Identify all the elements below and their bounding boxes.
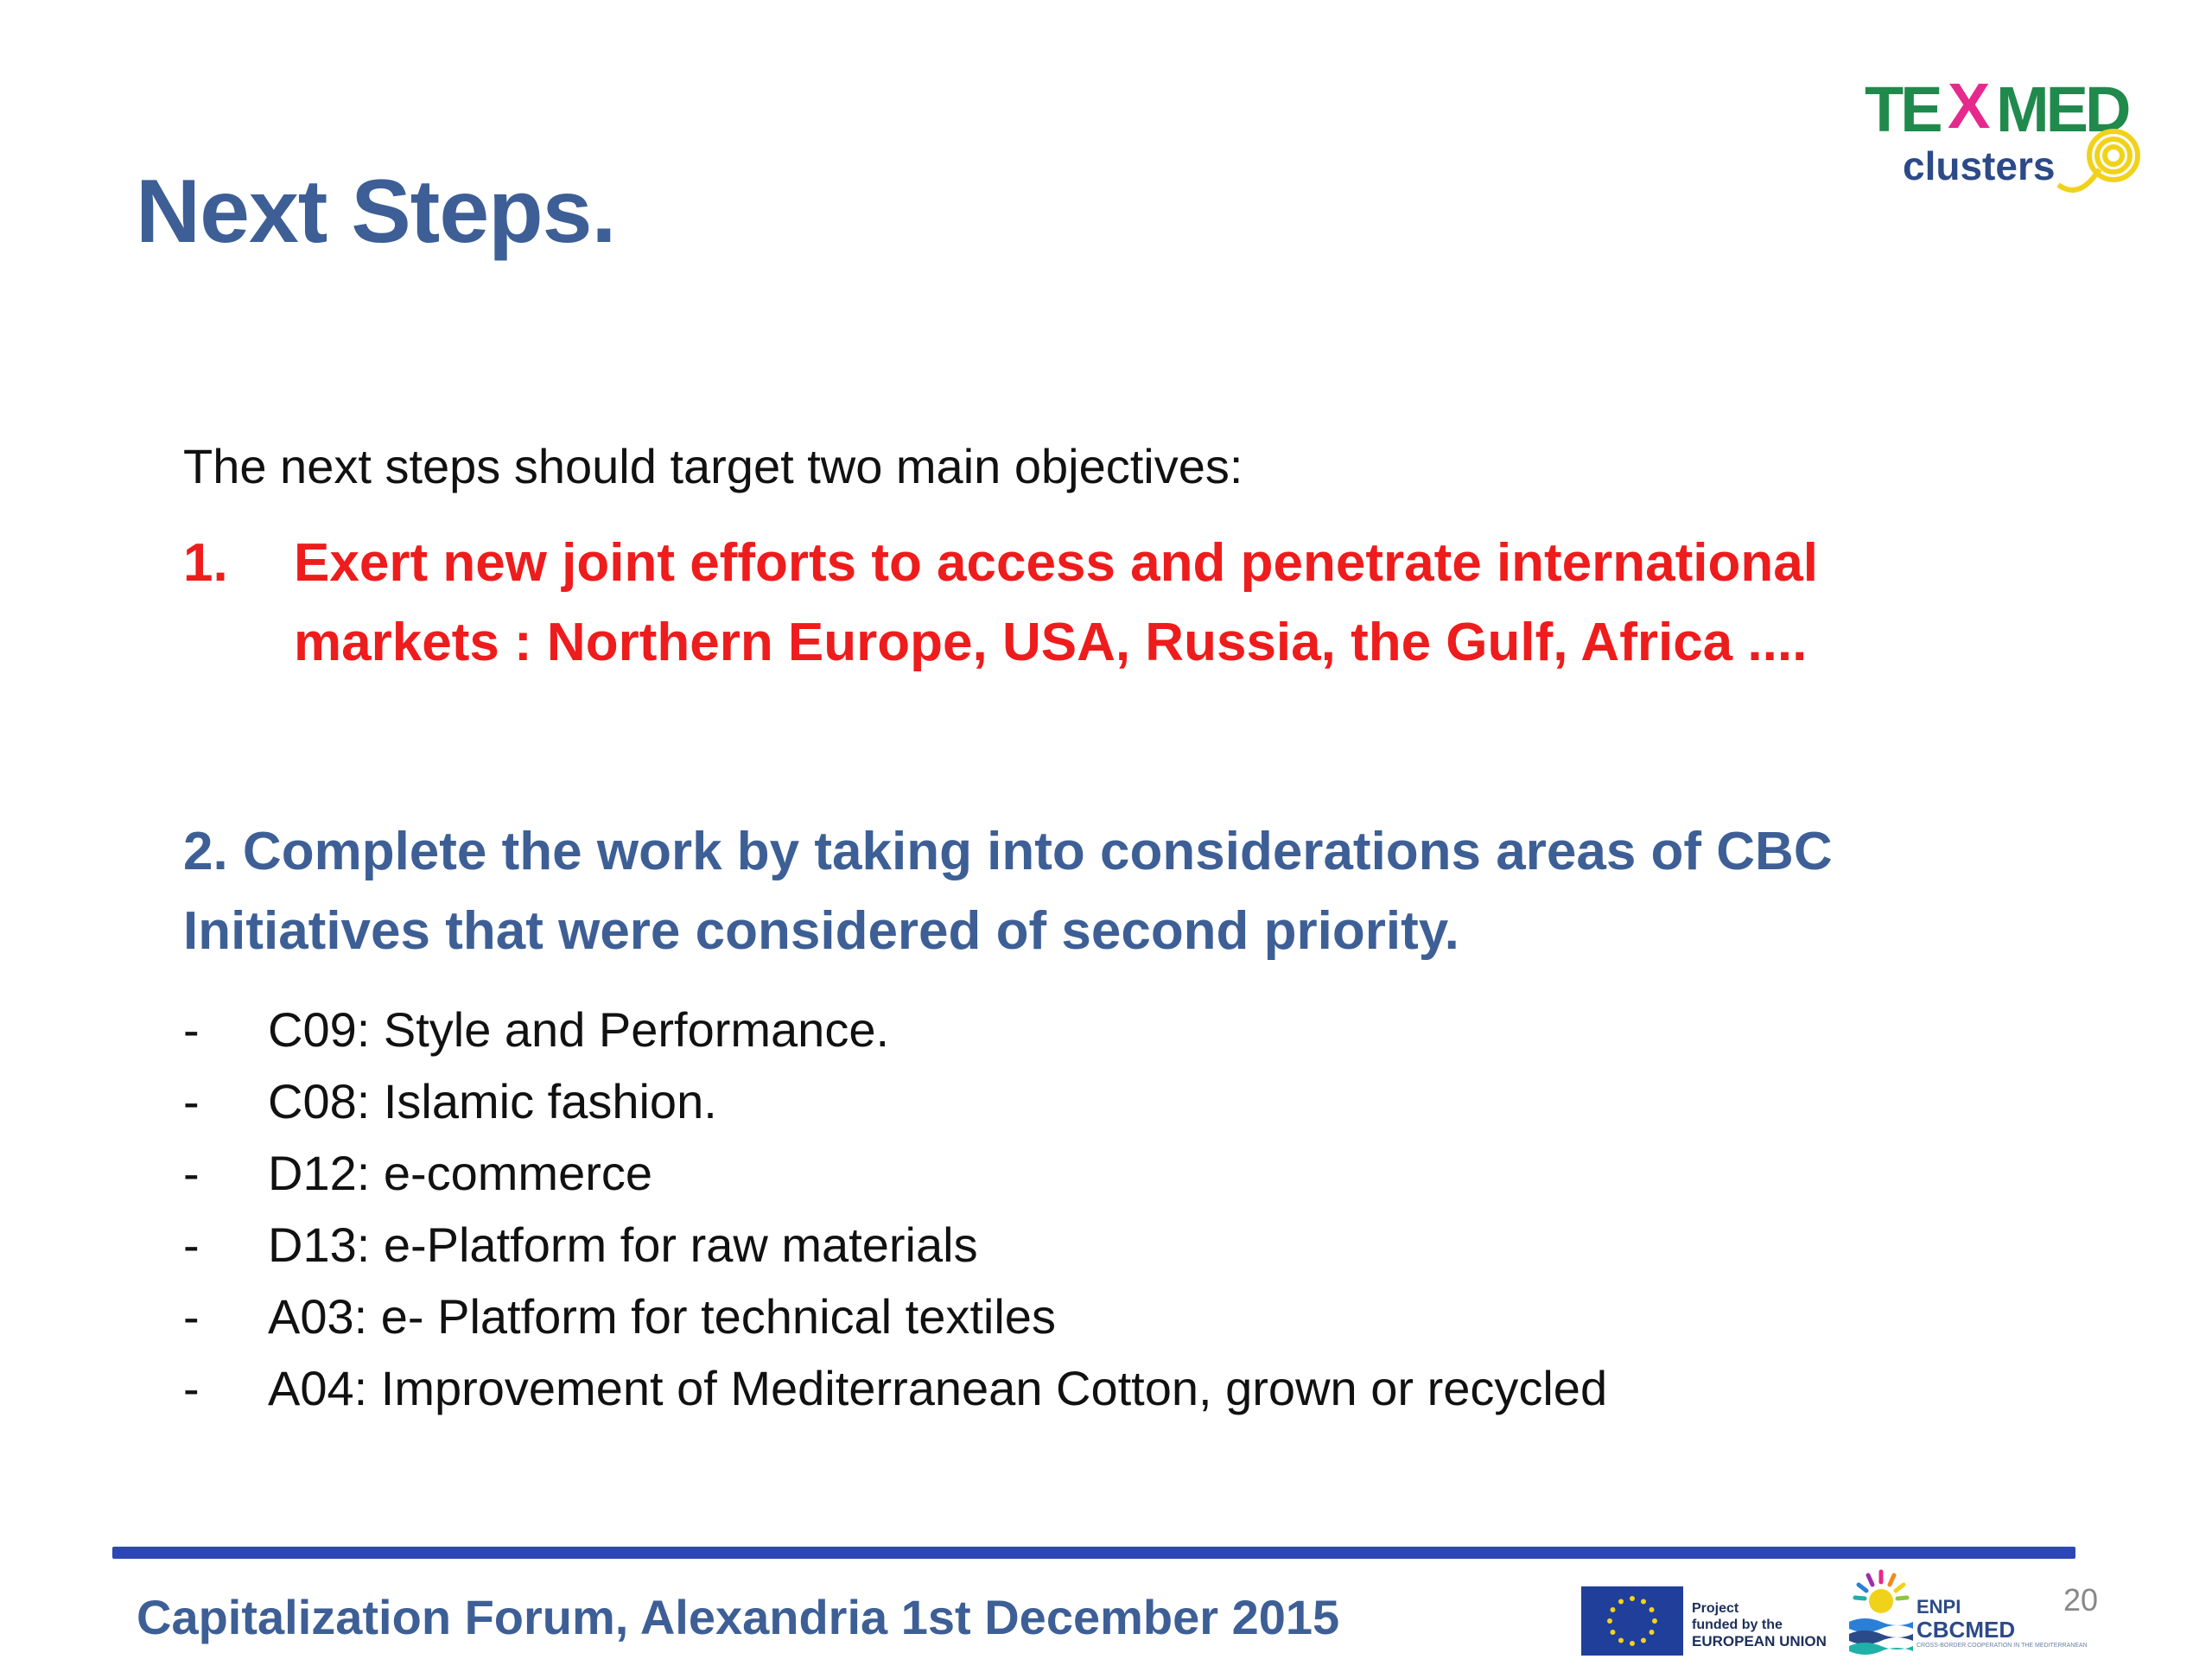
- eu-funding-text: [1692, 1600, 1827, 1649]
- texmed-clusters-logo: [1858, 69, 2156, 203]
- objective-2: 2. Complete the work by taking into considerations areas of CBC Initiatives that were considered of second priority.: [183, 822, 1833, 961]
- list-item: [183, 1352, 1607, 1424]
- objective-1-number: 1.: [183, 533, 228, 593]
- list-dash: -: [183, 1361, 200, 1415]
- eu-text-line: funded by the: [1692, 1618, 1783, 1632]
- list-item-text: D12: e-commerce: [268, 1146, 653, 1200]
- eu-flag-icon: [1581, 1586, 1683, 1656]
- enpi-text-line: CROSS-BORDER COOPERATION IN THE MEDITERRANEAN: [1916, 1643, 2088, 1649]
- svg-text:TE: TE: [1865, 73, 1940, 145]
- objective-1-text: Exert new joint efforts to access and penetrate international markets : Northern Europe, USA, Russia, the Gulf, Africa ....: [294, 533, 1818, 672]
- list-item-text: C09: Style and Performance.: [268, 1002, 890, 1057]
- footer-divider: [112, 1547, 2075, 1559]
- svg-text:MED: MED: [1996, 73, 2128, 145]
- enpi-text-line: ENPI: [1916, 1596, 1961, 1618]
- list-dash: -: [183, 1146, 200, 1200]
- list-item-text: A03: e- Platform for technical textiles: [268, 1289, 1056, 1344]
- list-item-text: C08: Islamic fashion.: [268, 1074, 717, 1128]
- list-item: [183, 994, 1607, 1065]
- svg-text:X: X: [1948, 70, 1991, 142]
- list-dash: -: [183, 1002, 200, 1057]
- eu-text-line: Project: [1692, 1601, 1739, 1616]
- list-dash: -: [183, 1289, 200, 1344]
- footer-event-text: Capitalization Forum, Alexandria 1st December 2015: [137, 1590, 1340, 1644]
- svg-text:clusters: clusters: [1903, 143, 2056, 188]
- enpi-sun-icon: [1849, 1568, 1913, 1655]
- list-item: [183, 1209, 1607, 1281]
- list-dash: -: [183, 1217, 200, 1272]
- initiatives-list: [183, 994, 1607, 1424]
- slide-title: Next Steps.: [136, 162, 616, 262]
- page-number: 20: [2063, 1582, 2099, 1618]
- enpi-cbcmed-text: [1916, 1597, 2088, 1649]
- enpi-text-line: CBCMED: [1916, 1617, 2016, 1643]
- list-item-text: D13: e-Platform for raw materials: [268, 1217, 978, 1272]
- list-item: [183, 1137, 1607, 1209]
- list-item-text: A04: Improvement of Mediterranean Cotton, grown or recycled: [268, 1361, 1608, 1415]
- intro-text: The next steps should target two main objectives:: [183, 439, 1243, 493]
- list-item: [183, 1065, 1607, 1137]
- objective-1: [183, 524, 1998, 683]
- texmed-logo-graphic: [1858, 69, 2156, 203]
- list-item: [183, 1281, 1607, 1352]
- list-dash: -: [183, 1074, 200, 1128]
- eu-text-line: EUROPEAN UNION: [1692, 1633, 1827, 1649]
